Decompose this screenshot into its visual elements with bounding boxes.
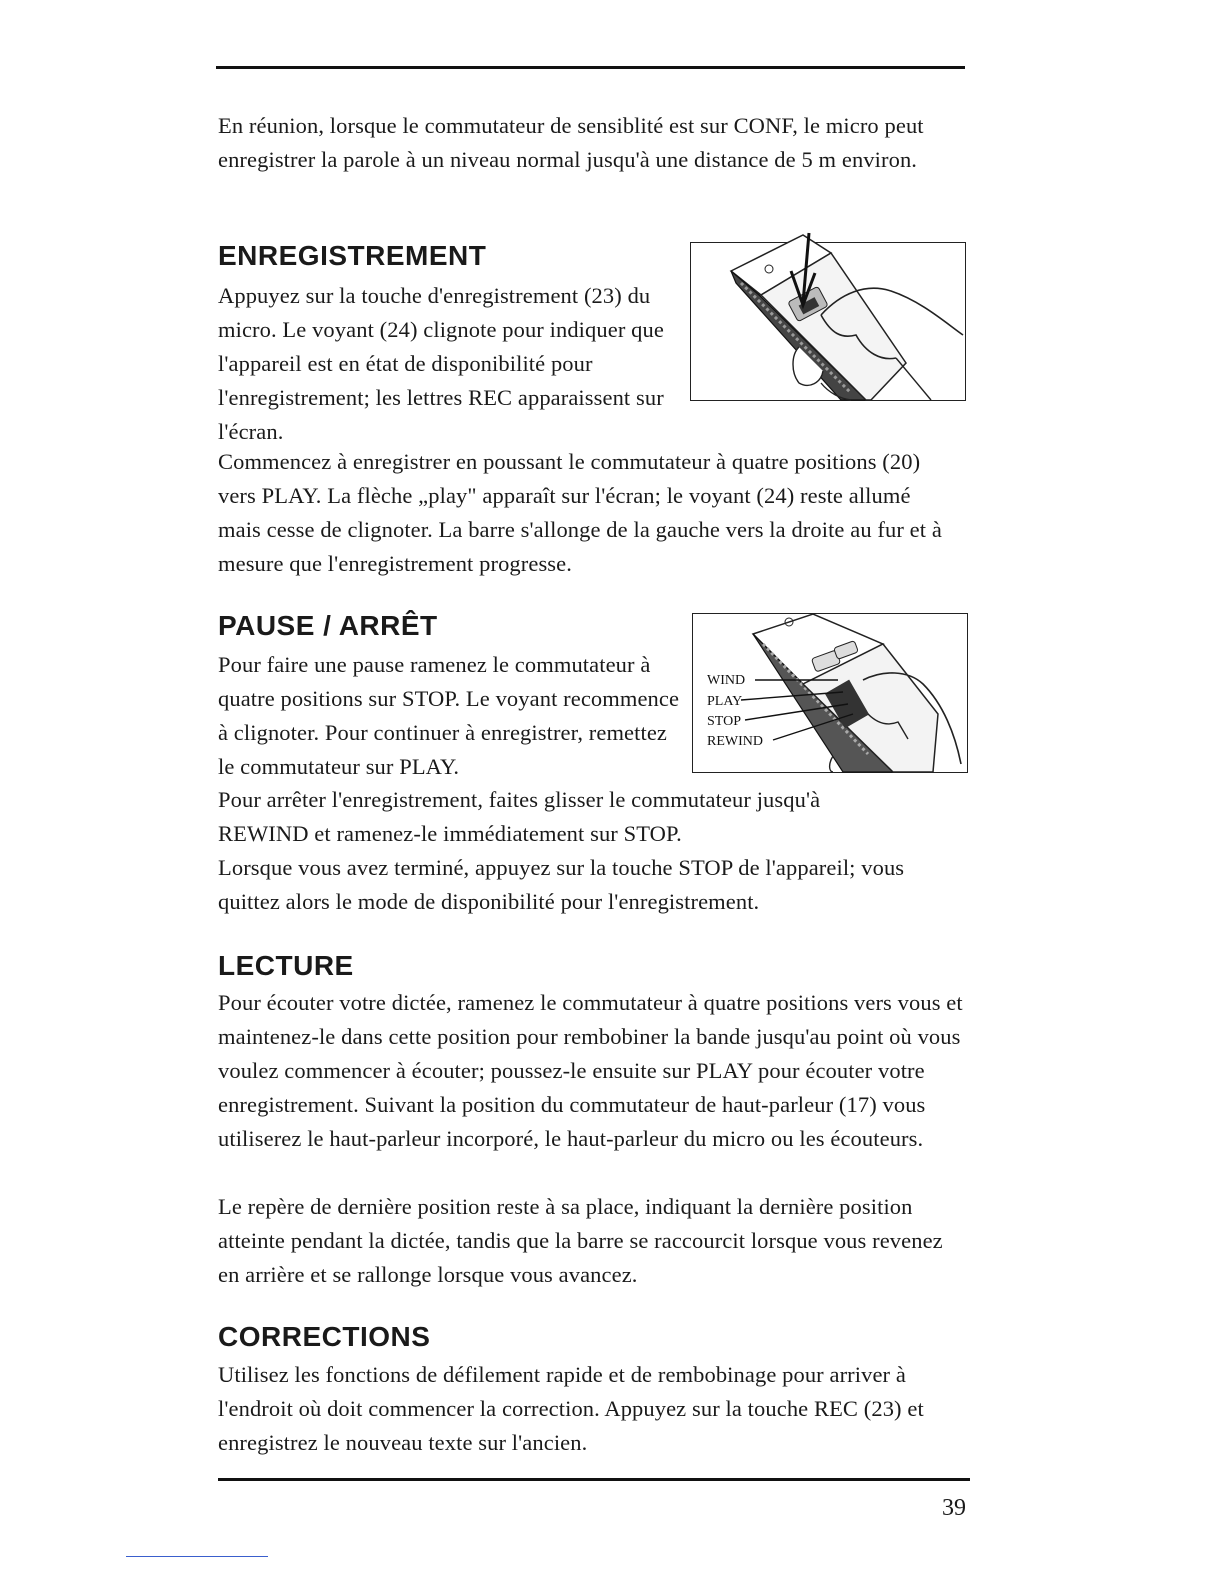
lecture-paragraph-1: Pour écouter votre dictée, ramenez le commutateur à quatre positions vers vous et maintenez-le dans cette position pour rembobiner la bande jusqu'au point où vous voulez commencer à écouter; poussez-le ensuite sur PLAY pour écouter votre enregistrement. Suivant la position du commutateur de haut-parleur (17) vous utiliserez le haut-parleur incorporé, le haut-parleur du micro ou les écouteurs.: [218, 990, 963, 1151]
lecture-paragraph-2: Le repère de dernière position reste à sa place, indiquant la dernière position atteinte pendant la dictée, tandis que la barre se raccourcit lorsque vous revenez en arrière et se rallonge lorsque vous avancez.: [218, 1194, 943, 1287]
switch-positions-illustration: [693, 614, 967, 772]
pause-paragraph-2: Pour arrêter l'enregistrement, faites glisser le commutateur jusqu'à REWIND et ramenez-le immédiatement sur STOP.: [218, 787, 821, 846]
heading-corrections: CORRECTIONS: [218, 1321, 431, 1352]
microphone-record-illustration: [691, 243, 965, 400]
heading-pause-arret: PAUSE / ARRÊT: [218, 610, 438, 641]
label-stop: STOP: [707, 714, 741, 729]
pause-paragraph-3: Lorsque vous avez terminé, appuyez sur la touche STOP de l'appareil; vous quittez alors le mode de disponibilité pour l'enregistrement.: [218, 855, 905, 914]
footnote-separator: [126, 1556, 268, 1557]
corrections-paragraph: Utilisez les fonctions de défilement rapide et de rembobinage pour arriver à l'endroit où doit commencer la correction. Appuyez sur la touche REC (23) et enregistrez le nouveau texte sur l'ancien.: [218, 1362, 924, 1455]
enregistrement-paragraph-2: Commencez à enregistrer en poussant le commutateur à quatre positions (20) vers PLAY. La flèche „play" apparaît sur l'écran; le voyant (24) reste allumé mais cesse de clignoter. La barre s'allonge de la gauche vers la droite au fur et à mesure que l'enregistrement progresse.: [218, 449, 942, 576]
heading-enregistrement: ENREGISTREMENT: [218, 240, 487, 271]
bottom-rule: [218, 1478, 970, 1481]
figure-four-position-switch: [692, 613, 968, 773]
intro-paragraph: En réunion, lorsque le commutateur de sensiblité est sur CONF, le micro peut enregistrer la parole à un niveau normal jusqu'à une distance de 5 m environ.: [218, 113, 924, 172]
top-rule: [216, 66, 965, 69]
label-wind: WIND: [707, 673, 746, 688]
label-play: PLAY: [707, 694, 743, 709]
figure-record-button: [690, 242, 966, 401]
heading-lecture: LECTURE: [218, 950, 354, 981]
pause-paragraph-1: Pour faire une pause ramenez le commutateur à quatre positions sur STOP. Le voyant recommence à clignoter. Pour continuer à enregistrer, remettez le commutateur sur PLAY.: [218, 652, 680, 779]
enregistrement-paragraph-1: Appuyez sur la touche d'enregistrement (23) du micro. Le voyant (24) clignote pour indiquer que l'appareil est en état de disponibilité pour l'enregistrement; les lettres REC apparaissent sur l'écran.: [218, 283, 664, 444]
label-rewind: REWIND: [707, 734, 763, 749]
page-number: 39: [942, 1495, 966, 1521]
